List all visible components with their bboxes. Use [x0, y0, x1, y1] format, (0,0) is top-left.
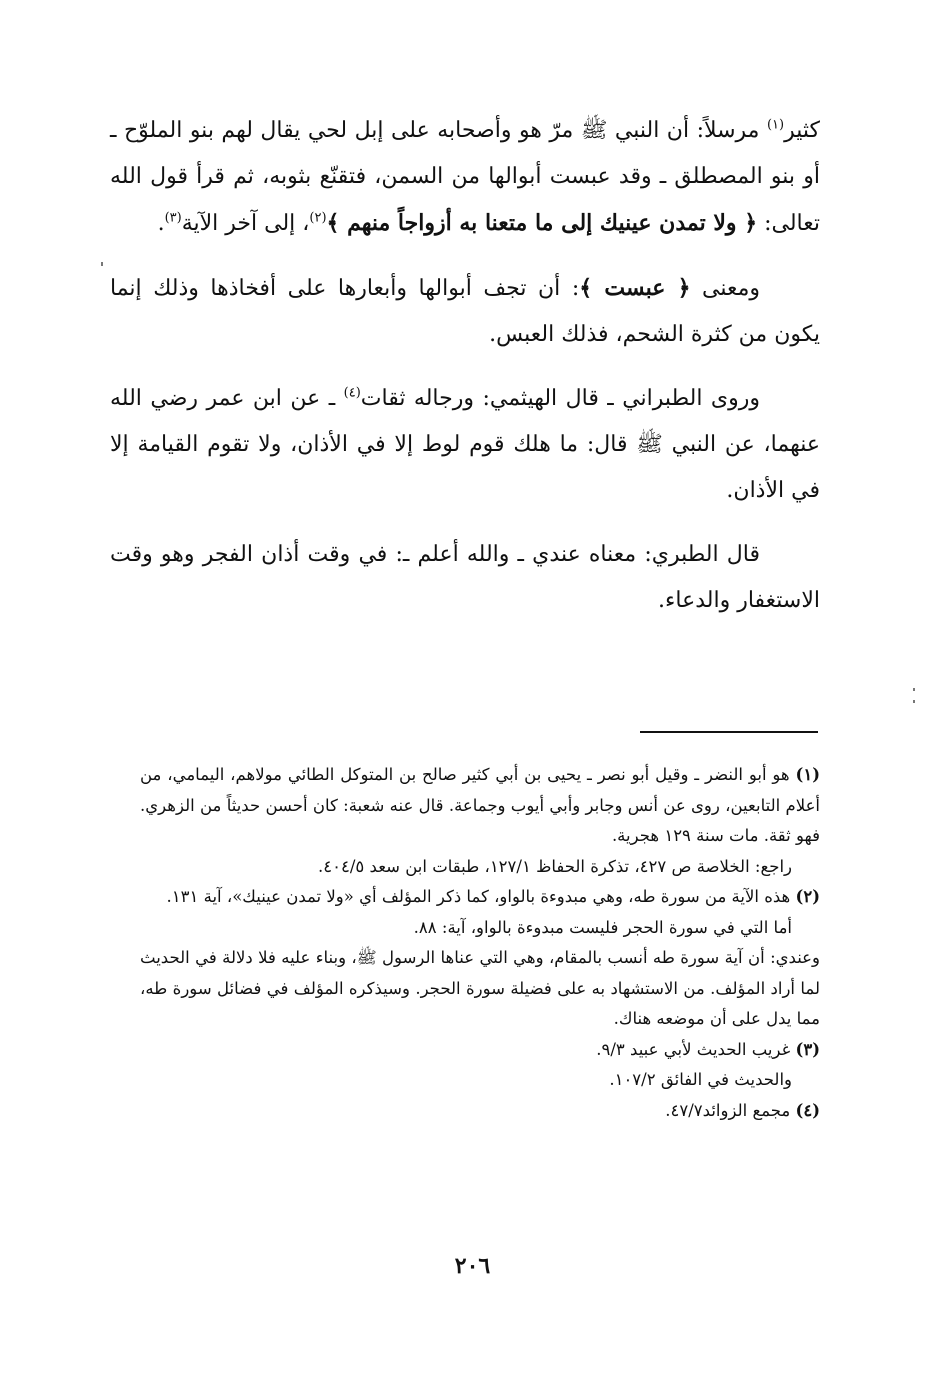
main-text: [110, 108, 820, 642]
footnotes: [140, 760, 820, 1126]
text: .: [157, 211, 165, 236]
footnote-separator: [640, 731, 818, 733]
text: كثير: [784, 118, 820, 143]
footnote-ref-3: (٣): [164, 210, 182, 226]
text: وروى الطبراني ـ قال الهيثمي: ورجاله ثقات: [360, 386, 760, 411]
footnote-number: (٤): [795, 1100, 820, 1120]
scan-speck: [101, 262, 103, 266]
text: ومعنى: [690, 276, 761, 301]
footnote-4: [140, 1096, 820, 1127]
paragraph-3: [110, 376, 820, 514]
text: ـ عن ابن عمر رضي الله عنهما، عن النبي ﷺ قال: ما هلك قوم لوط إلا في الأذان، ولا تقوم القيامة إلا في الأذان.: [110, 386, 820, 503]
text: ، إلى آخر الآية: [181, 211, 310, 236]
footnote-ref-1: (١): [766, 117, 785, 133]
footnote-1-continuation: راجع: الخلاصة ص ٤٢٧، تذكرة الحفاظ ١٢٧/١، طبقات ابن سعد ٤٠٤/٥.: [318, 856, 792, 876]
footnote-number: (١): [795, 765, 820, 784]
quran-quote: ﴿ عبست ﴾: [579, 275, 691, 301]
footnote-text: هذه الآية من سورة طه، وهي مبدوءة بالواو، كما ذكر المؤلف أي «ولا تمدن عينيك»، آية ١٣١.: [166, 887, 791, 906]
footnote-2: [140, 882, 820, 913]
footnote-1: [140, 760, 820, 852]
footnote-text: غريب الحديث لأبي عبيد ٩/٣.: [596, 1039, 791, 1059]
paragraph-4: قال الطبري: معناه عندي ـ والله أعلم ـ: في وقت أذان الفجر وهو وقت الاستغفار والدعاء.: [110, 542, 820, 613]
text: مرسلاً: أن النبي ﷺ مرّ هو وأصحابه على إبل لحي يقال لهم بنو الملوّح ـ أو بنو المصطلق ـ وقد عبست أبوالها من السمن، فتقنّع بثوبه، ثم قرأ قول الله تعالى:: [110, 118, 820, 236]
footnote-ref-2: (٢): [309, 210, 327, 226]
footnote-ref-4: (٤): [343, 385, 361, 401]
paragraph-2: [110, 265, 820, 358]
footnote-text: هو أبو النضر ـ وقيل أبو نصر ـ يحيى بن أبي كثير صالح بن المتوكل الطائي مولاهم، اليمامي، من أعلام التابعين، روى عن أنس وجابر وأبي أيوب وجماعة. قال عنه شعبة: كان أحسن حديثاً من الزهري. فهو ثقة. مات سنة ١٢٩ هجرية.: [140, 765, 820, 845]
page-number: ٢٠٦: [454, 1253, 491, 1279]
quran-quote: ﴿ ولا تمدن عينيك إلى ما متعنا به أزواجاً منهم ﴾: [326, 210, 758, 236]
footnote-3: [140, 1035, 820, 1066]
footnote-text: مجمع الزوائد٤٧/٧.: [665, 1100, 791, 1120]
footnote-2-continuation: وعندي: أن آية سورة طه أنسب بالمقام، وهي التي عناها الرسول ﷺ، وبناء عليه فلا دلالة في الحديث لما أراد المؤلف. من الاستشهاد به على فضيلة سورة الحجر. وسيذكره المؤلف في فضائل سورة طه، مما يدل على أن موضعه هناك.: [140, 948, 820, 1028]
footnote-number: (٣): [795, 1039, 820, 1059]
footnote-number: (٢): [795, 887, 820, 906]
footnote-2-continuation: أما التي في سورة الحجر فليست مبدوءة بالواو، آية: ٨٨.: [413, 917, 792, 937]
text: : أن تجف أبوالها وأبعارها على أفخاذها وذلك إنما يكون من كثرة الشحم، فذلك العبس.: [110, 276, 820, 347]
paragraph-1: [110, 108, 820, 247]
scan-speck: [913, 700, 915, 703]
footnote-3-continuation: والحديث في الفائق ١٠٧/٢.: [609, 1070, 792, 1089]
scan-speck: [913, 688, 915, 691]
